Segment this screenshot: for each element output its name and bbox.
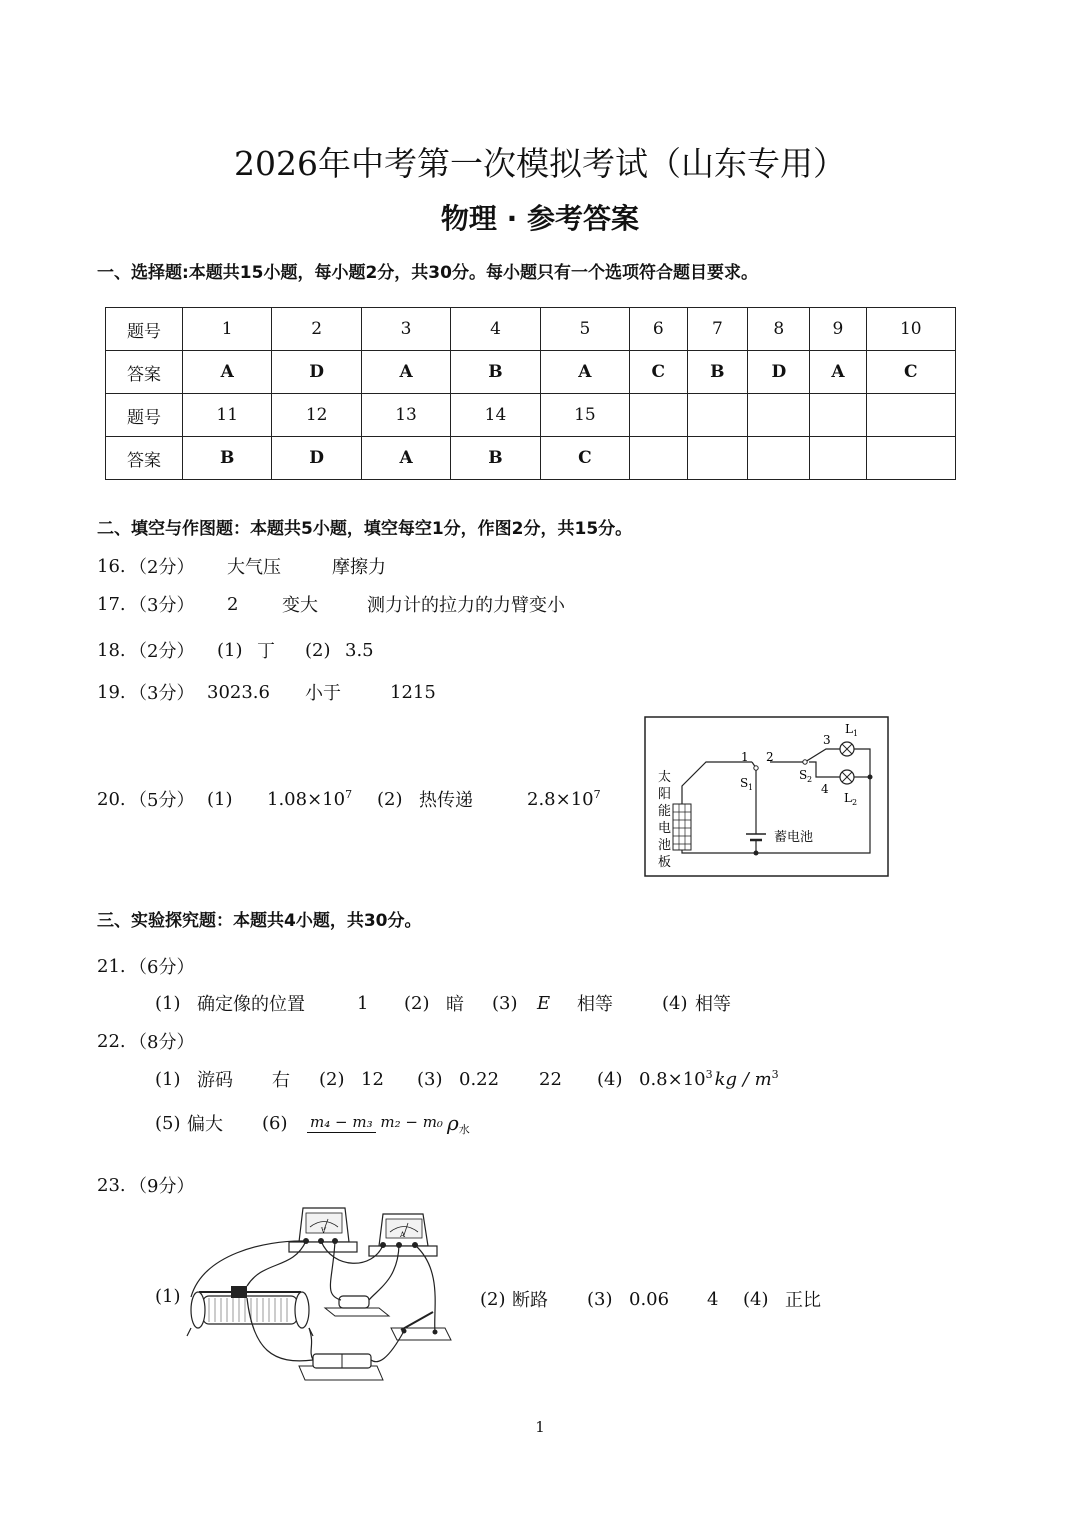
answer-value: 游码 [197,1070,233,1091]
answer-value: 右 [272,1070,290,1091]
table-cell: 4 [451,308,540,351]
table-cell: A [810,351,866,394]
table-cell: 13 [361,394,450,437]
table-cell: D [272,437,361,480]
table-cell: 11 [183,394,272,437]
table-cell: C [630,351,687,394]
answer-line-16 [97,553,386,579]
table-cell [810,394,866,437]
answer-value: 1215 [390,681,436,703]
question-score: （2分） [129,641,195,662]
switch-s2-contact [803,760,807,764]
question-score: （2分） [129,557,195,578]
answer-value: 小于 [305,683,341,704]
question-number: 21. [97,955,126,977]
answer-value: 测力计的拉力的力臂变小 [367,595,565,616]
lamp-l1-label: L [845,722,853,736]
question-number: 17. [97,593,126,615]
question-number: 16. [97,555,126,577]
section1-heading: 一、选择题:本题共15小题，每小题2分，共30分。每小题只有一个选项符合题目要求。 [97,263,758,283]
resistor-icon [325,1296,389,1316]
answer-value: 变大 [282,595,318,616]
question-score: （3分） [129,683,195,704]
table-cell: 题号 [106,394,183,437]
answer-line-21 [155,990,731,1016]
part-label: (1) [155,1286,181,1307]
table-cell: 1 [183,308,272,351]
table-cell: D [748,351,810,394]
table-cell: 15 [540,394,629,437]
part-label: (5) [155,1112,181,1134]
part-label: (4) [743,1288,769,1310]
question-score: （8分） [129,1032,195,1053]
table-cell: B [451,437,540,480]
question-header-21 [97,953,194,979]
switch-icon [391,1312,451,1340]
table-cell [810,437,866,480]
part-label: (1) [217,639,243,661]
switch-s2-label: S [799,768,808,782]
answer-line-22b [155,1110,470,1136]
answer-value: 相等 [695,994,731,1015]
answer-value: 确定像的位置 [197,994,305,1015]
part-label: (6) [262,1112,288,1134]
question-number: 23. [97,1174,126,1196]
page-title: 2026年中考第一次模拟考试（山东专用） [234,144,846,183]
fraction-numerator: m₄ − m₃ [307,1113,376,1134]
part-label: (1) [155,992,181,1014]
part-label: (3) [417,1068,443,1090]
lamp-l2-label: L [844,791,852,805]
rho-subscript: 水 [458,1123,470,1136]
answer-value: 3.5 [345,639,374,661]
answer-value: 3023.6 [207,681,270,703]
part-label: (2) [404,992,430,1014]
contact-label: 4 [821,782,829,796]
answer-line-23-part1 [155,1286,181,1307]
answer-value: 4 [707,1288,719,1310]
panel-label-char: 阳 [658,787,672,802]
fraction-denominator: m₂ − m₀ [380,1112,443,1131]
answer-line-22 [155,1066,779,1092]
table-cell: 题号 [106,308,183,351]
question-header-23 [97,1172,194,1198]
answer-value: 大气压 [227,557,281,578]
answer-exponent: 7 [345,788,353,801]
table-cell: 2 [272,308,361,351]
answer-base: 2.8×10 [527,789,594,810]
answer-value: 偏大 [187,1114,223,1135]
table-cell: B [451,351,540,394]
part-label: (1) [155,1068,181,1090]
panel-label-char: 板 [658,855,672,870]
table-cell: C [540,437,629,480]
voltmeter-label: V [321,1227,327,1235]
answer-line-23 [480,1286,821,1312]
solar-panel-icon [673,804,691,850]
answer-value [639,1068,779,1090]
table-cell: D [272,351,361,394]
switch-s1-subscript: 1 [748,783,754,792]
density-fraction [307,1113,443,1134]
question-number: 18. [97,639,126,661]
table-cell [687,394,748,437]
table-cell: 3 [361,308,450,351]
lamp-l2-icon [840,770,854,784]
answer-unit-exponent: 3 [771,1068,779,1081]
answer-value: 摩擦力 [332,557,386,578]
question-score: （9分） [129,1176,195,1197]
lamp-l1-icon [840,742,854,756]
table-cell: A [540,351,629,394]
table-cell [687,437,748,480]
table-cell [630,394,687,437]
ammeter-label: A [400,1231,406,1239]
part-label: (2) [305,639,331,661]
panel-label-char: 能 [658,804,672,819]
table-cell: 5 [540,308,629,351]
part-label: (4) [662,992,688,1014]
page-subtitle: 物理 · 参考答案 [440,202,640,235]
answer-value: 断路 [512,1290,548,1311]
answer-exponent: 3 [705,1068,713,1081]
answer-base: 1.08×10 [267,789,346,810]
panel-label-char: 池 [658,838,672,853]
lamp-l1-subscript: 1 [853,729,859,738]
answer-table [105,307,956,480]
table-cell: 10 [866,308,955,351]
table-cell [630,437,687,480]
switch-s2-subscript: 2 [807,775,813,784]
table-cell: 7 [687,308,748,351]
answer-value: 2 [227,593,239,615]
answer-line-17 [97,591,565,617]
answer-value: 丁 [257,641,275,662]
rho-symbol: ρ [446,1111,459,1135]
part-label: (2) [377,788,403,810]
table-cell [748,394,810,437]
question-number: 22. [97,1030,126,1052]
table-cell [866,437,955,480]
contact-label: 3 [823,733,831,747]
answer-value: 12 [361,1068,384,1090]
table-cell: 6 [630,308,687,351]
table-row [106,394,956,437]
table-cell: A [361,351,450,394]
table-cell: B [687,351,748,394]
answer-value: 1 [357,992,369,1014]
answer-unit: kg / m [714,1069,772,1090]
table-row [106,351,956,394]
answer-base: 0.8×10 [639,1069,706,1090]
table-cell: C [866,351,955,394]
section3-heading: 三、实验探究题：本题共4小题，共30分。 [97,911,422,931]
answer-line-19 [97,679,436,705]
contact-label: 2 [766,750,774,764]
rheostat-icon [187,1286,313,1336]
table-row [106,308,956,351]
part-label: (3) [587,1288,613,1310]
switch-s1-contact [754,766,758,770]
circuit-diagram [644,716,889,877]
solar-panel-grid [673,804,691,850]
answer-value: 正比 [785,1290,821,1311]
part-label: (1) [207,788,233,810]
answer-line-20 [97,786,601,812]
part-label: (4) [597,1068,623,1090]
answer-value: 0.22 [459,1068,500,1090]
part-label: (3) [492,992,518,1014]
answer-value: 相等 [577,994,613,1015]
table-cell: 答案 [106,351,183,394]
table-cell: B [183,437,272,480]
table-cell: 14 [451,394,540,437]
panel-label-char: 电 [658,821,672,836]
answer-value [267,788,377,810]
ammeter-icon [369,1214,437,1256]
battery-label: 蓄电池 [774,830,814,845]
lamp-l2-subscript: 2 [852,798,858,807]
junction-dot [868,775,873,780]
table-cell: 9 [810,308,866,351]
table-cell: A [361,437,450,480]
answer-exponent: 7 [593,788,601,801]
answer-value: 22 [539,1068,562,1090]
answer-value: 热传递 [419,790,473,811]
part-label: (2) [480,1288,506,1310]
question-score: （3分） [129,595,195,616]
page-number: 1 [535,1418,545,1436]
contact-label: 1 [741,750,749,764]
experiment-circuit-diagram [183,1200,455,1390]
panel-label-char: 太 [658,770,672,785]
question-number: 19. [97,681,126,703]
question-number: 20. [97,788,126,810]
question-score: （6分） [129,957,195,978]
table-row [106,437,956,480]
table-cell: 答案 [106,437,183,480]
question-score: （5分） [129,790,195,811]
table-cell [866,394,955,437]
answer-value [527,788,601,810]
question-header-22 [97,1028,194,1054]
switch-s1-label: S [740,776,749,790]
answer-value: 暗 [446,994,464,1015]
junction-dot [754,851,759,856]
table-cell: 8 [748,308,810,351]
part-label: (2) [319,1068,345,1090]
section2-heading: 二、填空与作图题：本题共5小题，填空每空1分，作图2分，共15分。 [97,519,633,539]
answer-value: E [537,992,551,1014]
table-cell: 12 [272,394,361,437]
answer-line-18 [97,637,374,663]
table-cell [748,437,810,480]
answer-value: 0.06 [629,1288,670,1310]
table-cell: A [183,351,272,394]
